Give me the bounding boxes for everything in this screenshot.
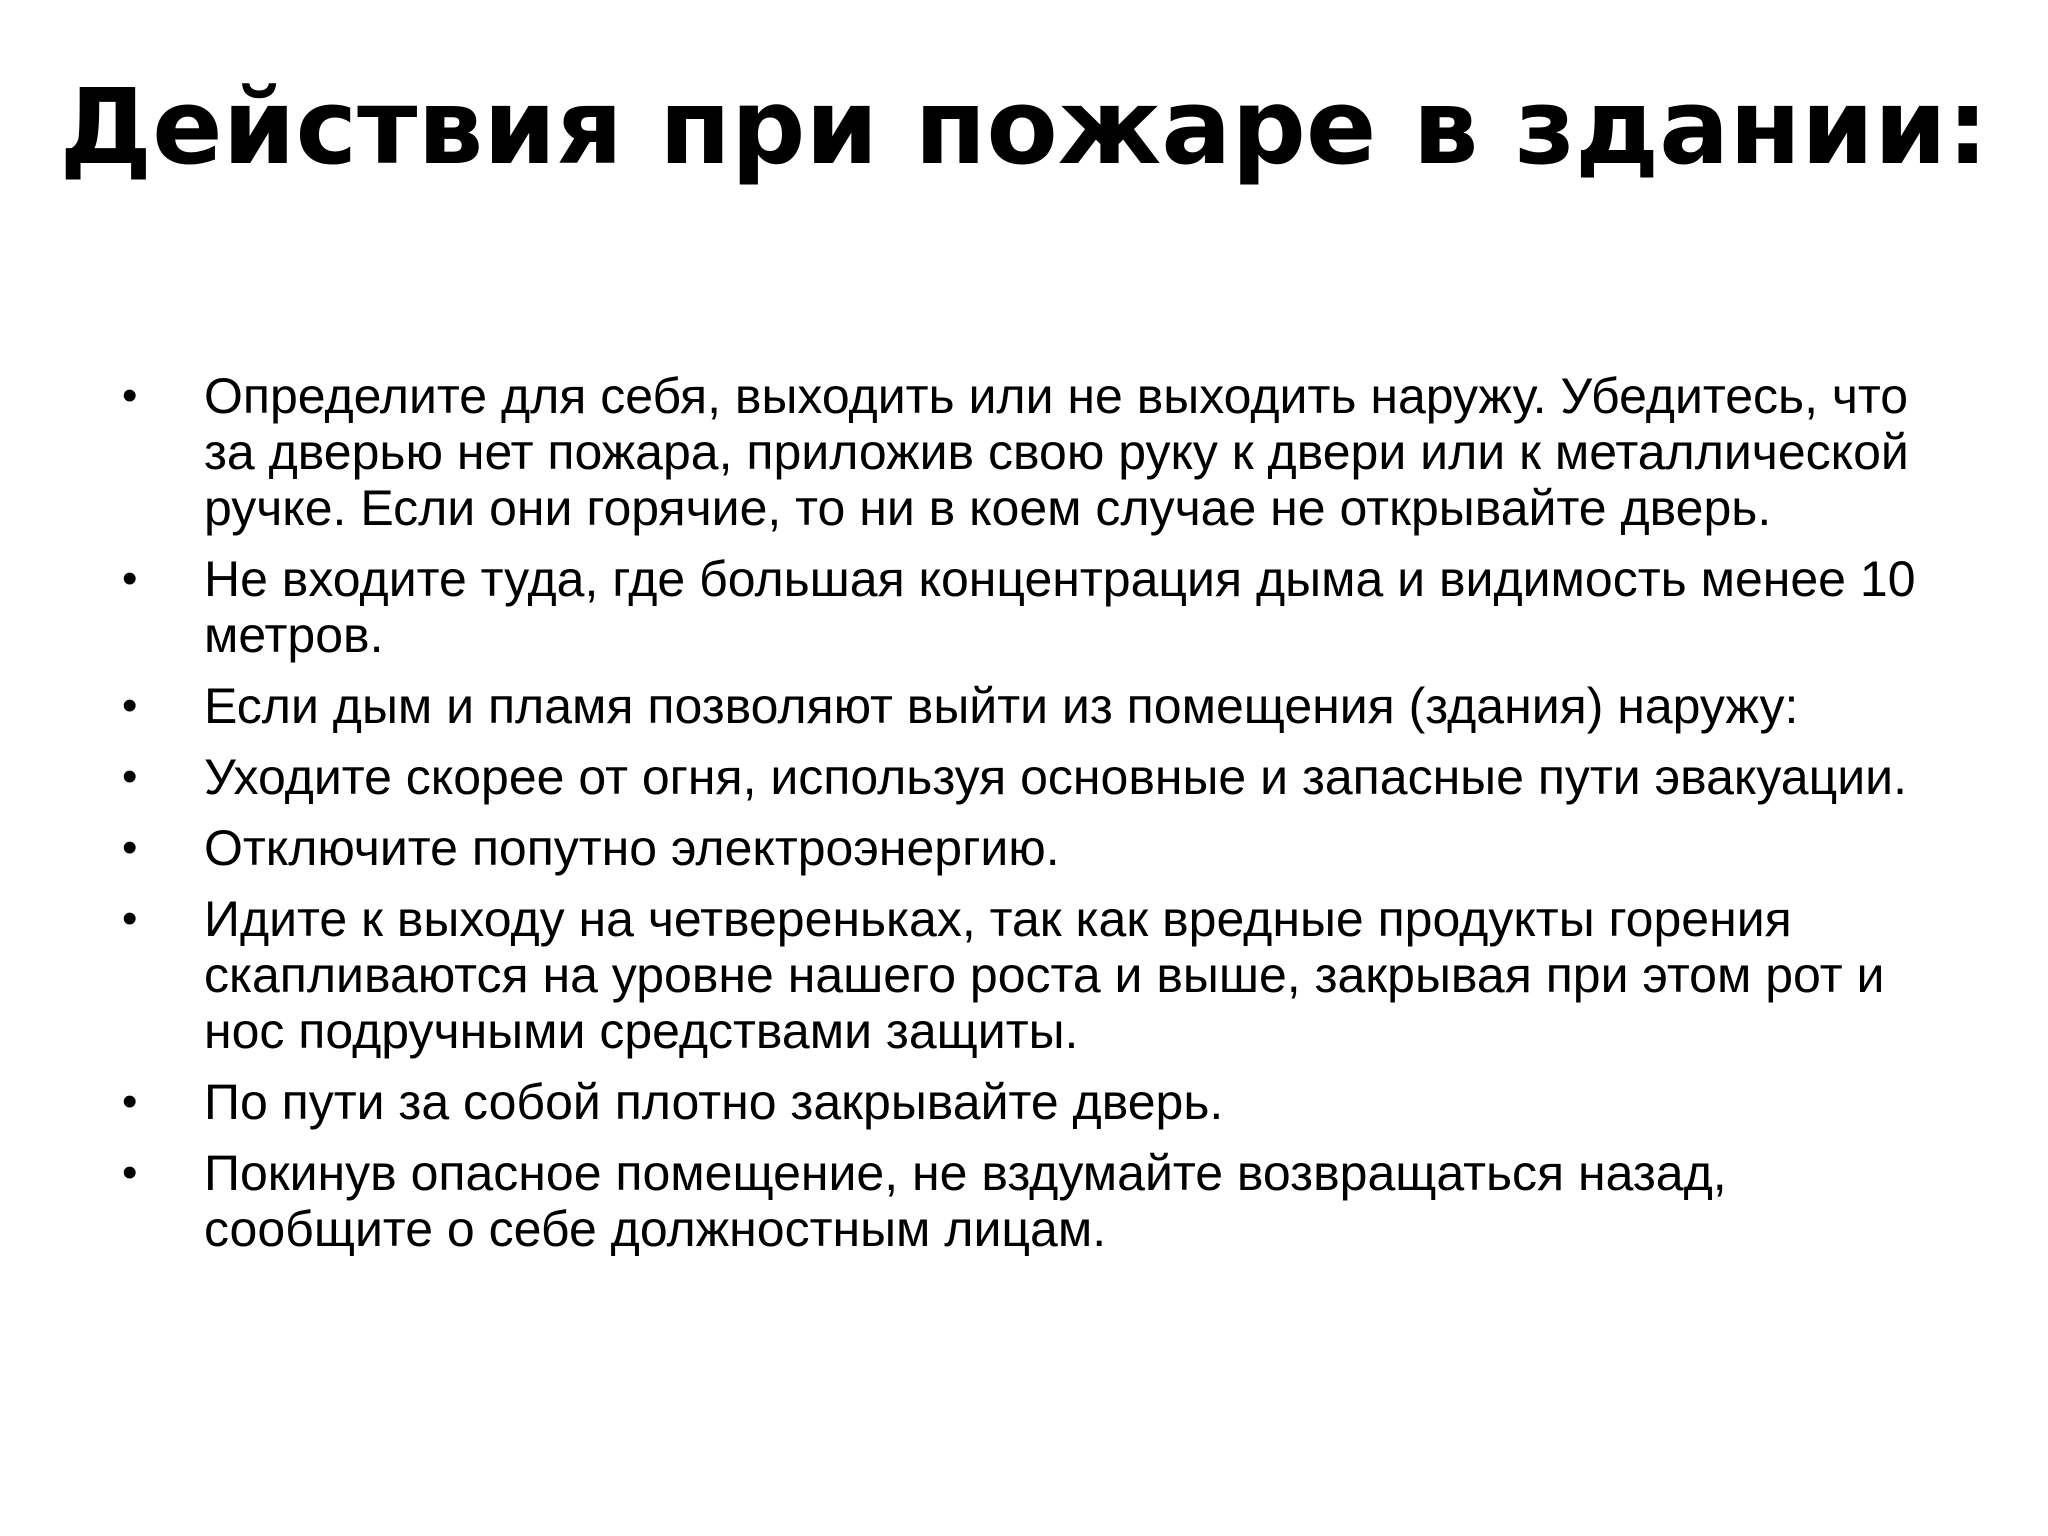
- bullet-icon: •: [122, 681, 138, 730]
- bullet-item-6: [122, 891, 1952, 1059]
- bullet-text: Если дым и пламя позволяют выйти из помещения (здания) наружу:: [204, 678, 1799, 734]
- bullet-item-3: [122, 678, 1952, 734]
- bullet-icon: •: [122, 894, 138, 943]
- bullet-text: Определите для себя, выходить или не выходить наружу. Убедитесь, что за дверью нет пожара, приложив свою руку к двери или к металлической ручке. Если они горячие, то ни в коем случае не открывайте дверь.: [204, 368, 1909, 536]
- bullet-icon: •: [122, 752, 138, 801]
- bullet-text: По пути за собой плотно закрывайте дверь.: [204, 1074, 1224, 1130]
- slide-title: Действия при пожаре в здании:: [59, 66, 1989, 188]
- bullet-list: [122, 368, 1952, 1272]
- bullet-text: Идите к выходу на четвереньках, так как вредные продукты горения скапливаются на уровне нашего роста и выше, закрывая при этом рот и нос подручными средствами защиты.: [204, 891, 1885, 1059]
- bullet-item-2: [122, 551, 1952, 663]
- bullet-text: Не входите туда, где большая концентрация дыма и видимость менее 10 метров.: [204, 551, 1916, 663]
- bullet-text: Отключите попутно электроэнергию.: [204, 820, 1060, 876]
- bullet-item-7: [122, 1074, 1952, 1130]
- bullet-icon: •: [122, 1148, 138, 1197]
- bullet-item-5: [122, 820, 1952, 876]
- bullet-item-1: [122, 368, 1952, 536]
- bullet-text: Покинув опасное помещение, не вздумайте возвращаться назад, сообщите о себе должностным лицам.: [204, 1145, 1727, 1257]
- bullet-item-8: [122, 1145, 1952, 1257]
- bullet-icon: •: [122, 1077, 138, 1126]
- bullet-icon: •: [122, 554, 138, 603]
- bullet-icon: •: [122, 823, 138, 872]
- bullet-item-4: [122, 749, 1952, 805]
- bullet-icon: •: [122, 371, 138, 420]
- bullet-text: Уходите скорее от огня, используя основные и запасные пути эвакуации.: [204, 749, 1908, 805]
